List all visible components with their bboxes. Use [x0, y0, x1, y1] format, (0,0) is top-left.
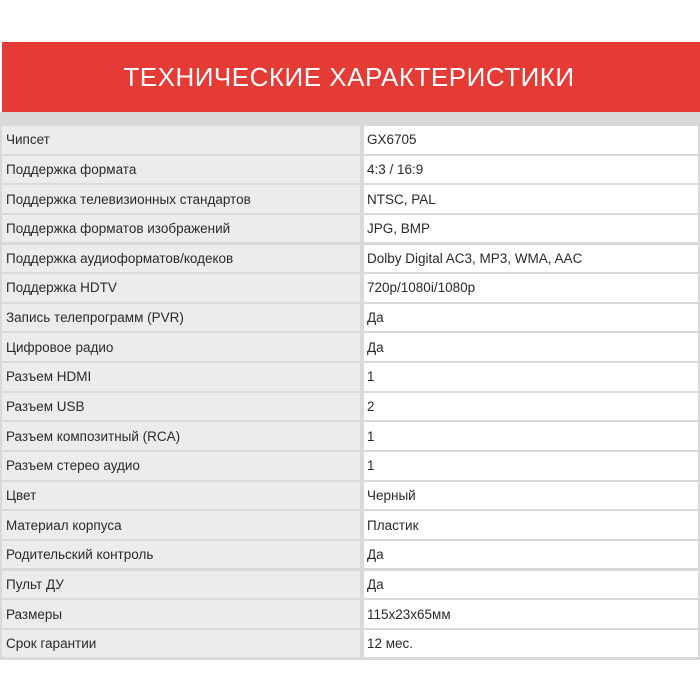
table-row: [0, 303, 700, 333]
table-row: [0, 481, 700, 511]
table-row: [0, 629, 700, 659]
spec-value: JPG, BMP: [364, 215, 698, 243]
table-row: [0, 332, 700, 362]
spec-label: Цифровое радио: [2, 333, 360, 361]
spec-value: Пластик: [364, 511, 698, 539]
table-row: [0, 570, 700, 600]
spec-value: GX6705: [364, 126, 698, 154]
spec-label: Поддержка форматов изображений: [2, 215, 360, 243]
spec-value: 720p/1080i/1080p: [364, 274, 698, 302]
table-row: [0, 214, 700, 244]
spec-value: Да: [364, 304, 698, 332]
spec-label: Поддержка аудиоформатов/кодеков: [2, 245, 360, 273]
spec-value: 2: [364, 393, 698, 421]
spec-value: 1: [364, 363, 698, 391]
spec-value: Да: [364, 541, 698, 569]
spec-label: Срок гарантии: [2, 630, 360, 658]
spec-value: 1: [364, 422, 698, 450]
spec-label: Размеры: [2, 600, 360, 628]
spec-value: 115x23x65мм: [364, 600, 698, 628]
table-row: [0, 125, 700, 155]
table-row: [0, 599, 700, 629]
table-row: [0, 244, 700, 274]
table-row: [0, 451, 700, 481]
table-row: [0, 540, 700, 570]
spec-label: Поддержка телевизионных стандартов: [2, 185, 360, 213]
spec-table: [0, 112, 700, 660]
spec-label: Разъем стерео аудио: [2, 452, 360, 480]
spec-label: Пульт ДУ: [2, 571, 360, 599]
spec-value: NTSC, PAL: [364, 185, 698, 213]
table-row: [0, 273, 700, 303]
table-row: [0, 510, 700, 540]
spec-label: Разъем HDMI: [2, 363, 360, 391]
table-row: [0, 155, 700, 185]
spec-value: Да: [364, 333, 698, 361]
spec-value: Да: [364, 571, 698, 599]
header-banner: [2, 42, 700, 112]
spec-label: Разъем USB: [2, 393, 360, 421]
table-row: [0, 184, 700, 214]
spec-label: Разъем композитный (RCA): [2, 422, 360, 450]
spec-value: 1: [364, 452, 698, 480]
spec-label: Поддержка HDTV: [2, 274, 360, 302]
spec-value: 12 мес.: [364, 630, 698, 658]
spec-value: 4:3 / 16:9: [364, 156, 698, 184]
spec-label: Поддержка формата: [2, 156, 360, 184]
page-title: ТЕХНИЧЕСКИЕ ХАРАКТЕРИСТИКИ: [123, 61, 575, 92]
spec-value: Черный: [364, 482, 698, 510]
spec-value: Dolby Digital AC3, MP3, WMA, AAC: [364, 245, 698, 273]
spec-label: Материал корпуса: [2, 511, 360, 539]
table-row: [0, 362, 700, 392]
spec-label: Запись телепрограмм (PVR): [2, 304, 360, 332]
spec-label: Чипсет: [2, 126, 360, 154]
table-row: [0, 392, 700, 422]
spec-label: Цвет: [2, 482, 360, 510]
table-row: [0, 421, 700, 451]
spec-label: Родительский контроль: [2, 541, 360, 569]
